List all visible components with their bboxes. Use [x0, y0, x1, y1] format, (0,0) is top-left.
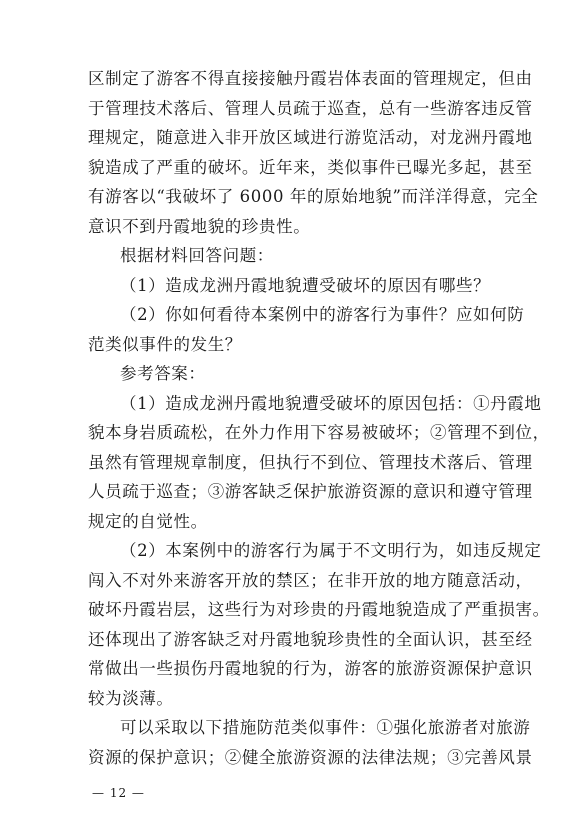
- body-text-line: 有游客以“我破坏了 6000 年的原始地貌”而洋洋得意，完全: [88, 187, 539, 206]
- body-text-line: 规定的自觉性。: [88, 511, 208, 531]
- body-text-line: 范类似事件的发生？: [88, 334, 242, 354]
- body-text-line: 人员疏于巡查；③游客缺乏保护旅游资源的意识和遵守管理: [88, 482, 533, 501]
- body-text-line: 可以采取以下措施防范类似事件：①强化旅游者对旅游: [120, 718, 531, 737]
- body-text-line: 貌造成了严重的破坏。近年来，类似事件已曝光多起，甚至: [88, 157, 533, 177]
- body-text-line: 貌本身岩质疏松，在外力作用下容易被破坏；②管理不到位，: [88, 423, 550, 442]
- body-text-line: 虽然有管理规章制度，但执行不到位、管理技术落后、管理: [88, 452, 533, 472]
- body-text-line: 常做出一些损伤丹霞地貌的行为，游客的旅游资源保护意识: [88, 659, 533, 678]
- body-text-line: 资源的保护意识；②健全旅游资源的法律法规；③完善风景: [88, 747, 533, 767]
- body-text-line: 意识不到丹霞地貌的珍贵性。: [88, 216, 311, 236]
- section-heading: 根据材料回答问题：: [120, 246, 274, 265]
- answer-item: （1）造成龙洲丹霞地貌遭受破坏的原因包括：①丹霞地: [120, 393, 542, 413]
- question-item: （1）造成龙洲丹霞地貌遭受破坏的原因有哪些？: [120, 275, 491, 295]
- body-text-line: 破坏丹霞岩层，这些行为对珍贵的丹霞地貌造成了严重损害。: [88, 600, 550, 619]
- body-text-line: 还体现出了游客缺乏对丹霞地貌珍贵性的全面认识，甚至经: [88, 629, 533, 649]
- body-text-line: 于管理技术落后、管理人员疏于巡查，总有一些游客违反管: [88, 98, 533, 118]
- body-text-line: 闯入不对外来游客开放的禁区；在非开放的地方随意活动，: [88, 570, 533, 590]
- question-item: （2）你如何看待本案例中的游客行为事件？应如何防: [120, 305, 525, 324]
- body-text-line: 区制定了游客不得直接接触丹霞岩体表面的管理规定，但由: [88, 69, 533, 88]
- body-text-line: 较为淡薄。: [88, 688, 174, 708]
- section-heading: 参考答案：: [120, 364, 206, 383]
- body-text-line: 理规定，随意进入非开放区域进行游览活动，对龙洲丹霞地: [88, 128, 533, 147]
- page-number: — 12 —: [92, 786, 145, 800]
- answer-item: （2）本案例中的游客行为属于不文明行为，如违反规定: [120, 541, 542, 560]
